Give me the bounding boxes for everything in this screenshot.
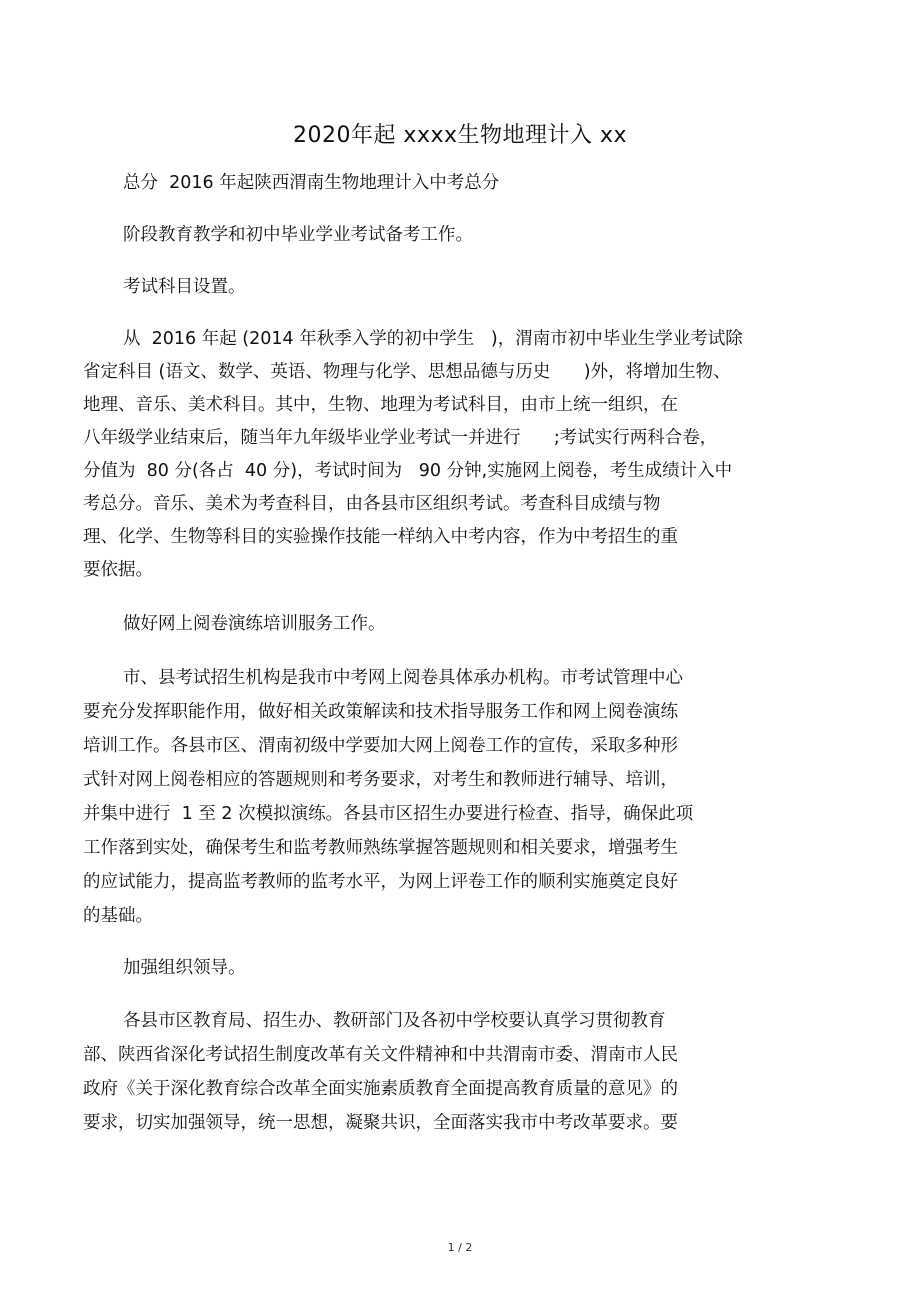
paragraph-line: 阶段教育教学和初中毕业学业考试备考工作。 [123,225,473,245]
page-indicator: 1 / 2 [447,1241,473,1254]
paragraph-line: 的基础。 [83,906,153,926]
section-heading: 做好网上阅卷演练培训服务工作。 [123,614,386,634]
paragraph-line: 考总分。音乐、美术为考查科目，由各县市区组织考试。考查科目成绩与物 [83,494,661,514]
paragraph-line: 培训工作。各县市区、渭南初级中学要加大网上阅卷工作的宣传，采取多种形 [83,736,678,756]
paragraph-line: 分值为 80 分(各占 40 分)，考试时间为 90 分钟,实施网上阅卷，考生成绩计入中 [83,461,733,481]
section-heading: 考试科目设置。 [123,277,246,297]
page-title: 2020年起 xxxx生物地理计入 xx [292,123,628,148]
paragraph-line: 从 2016 年起 (2014 年秋季入学的初中学生 )，渭南市初中毕业生学业考试除 [123,329,743,349]
paragraph-line: 式针对网上阅卷相应的答题规则和考务要求，对考生和教师进行辅导、培训， [83,770,678,790]
paragraph-line: 部、陕西省深化考试招生制度改革有关文件精神和中共渭南市委、渭南市人民 [83,1045,678,1065]
paragraph-line: 政府《关于深化教育综合改革全面实施素质教育全面提高教育质量的意见》的 [83,1079,678,1099]
paragraph-line: 理、化学、生物等科目的实验操作技能一样纳入中考内容，作为中考招生的重 [83,527,678,547]
section-heading: 加强组织领导。 [123,958,246,978]
paragraph-line: 要充分发挥职能作用，做好相关政策解读和技术指导服务工作和网上阅卷演练 [83,702,678,722]
paragraph-line: 省定科目 (语文、数学、英语、物理与化学、思想品德与历史 )外，将增加生物、 [83,362,731,382]
paragraph-line: 八年级学业结束后，随当年九年级毕业学业考试一并进行 ;考试实行两科合卷， [83,428,718,448]
paragraph-line: 要依据。 [83,560,153,580]
paragraph-line: 并集中进行 1 至 2 次模拟演练。各县市区招生办要进行检查、指导，确保此项 [83,804,694,824]
paragraph-line: 总分 2016 年起陕西渭南生物地理计入中考总分 [123,173,500,193]
paragraph-line: 市、县考试招生机构是我市中考网上阅卷具体承办机构。市考试管理中心 [123,668,683,688]
paragraph-line: 的应试能力，提高监考教师的监考水平，为网上评卷工作的顺利实施奠定良好 [83,872,678,892]
paragraph-line: 地理、音乐、美术科目。其中，生物、地理为考试科目，由市上统一组织，在 [83,395,678,415]
paragraph-line: 工作落到实处，确保考生和监考教师熟练掌握答题规则和相关要求，增强考生 [83,838,678,858]
paragraph-line: 要求，切实加强领导，统一思想，凝聚共识，全面落实我市中考改革要求。要 [83,1113,678,1133]
paragraph-line: 各县市区教育局、招生办、教研部门及各初中学校要认真学习贯彻教育 [123,1011,666,1031]
